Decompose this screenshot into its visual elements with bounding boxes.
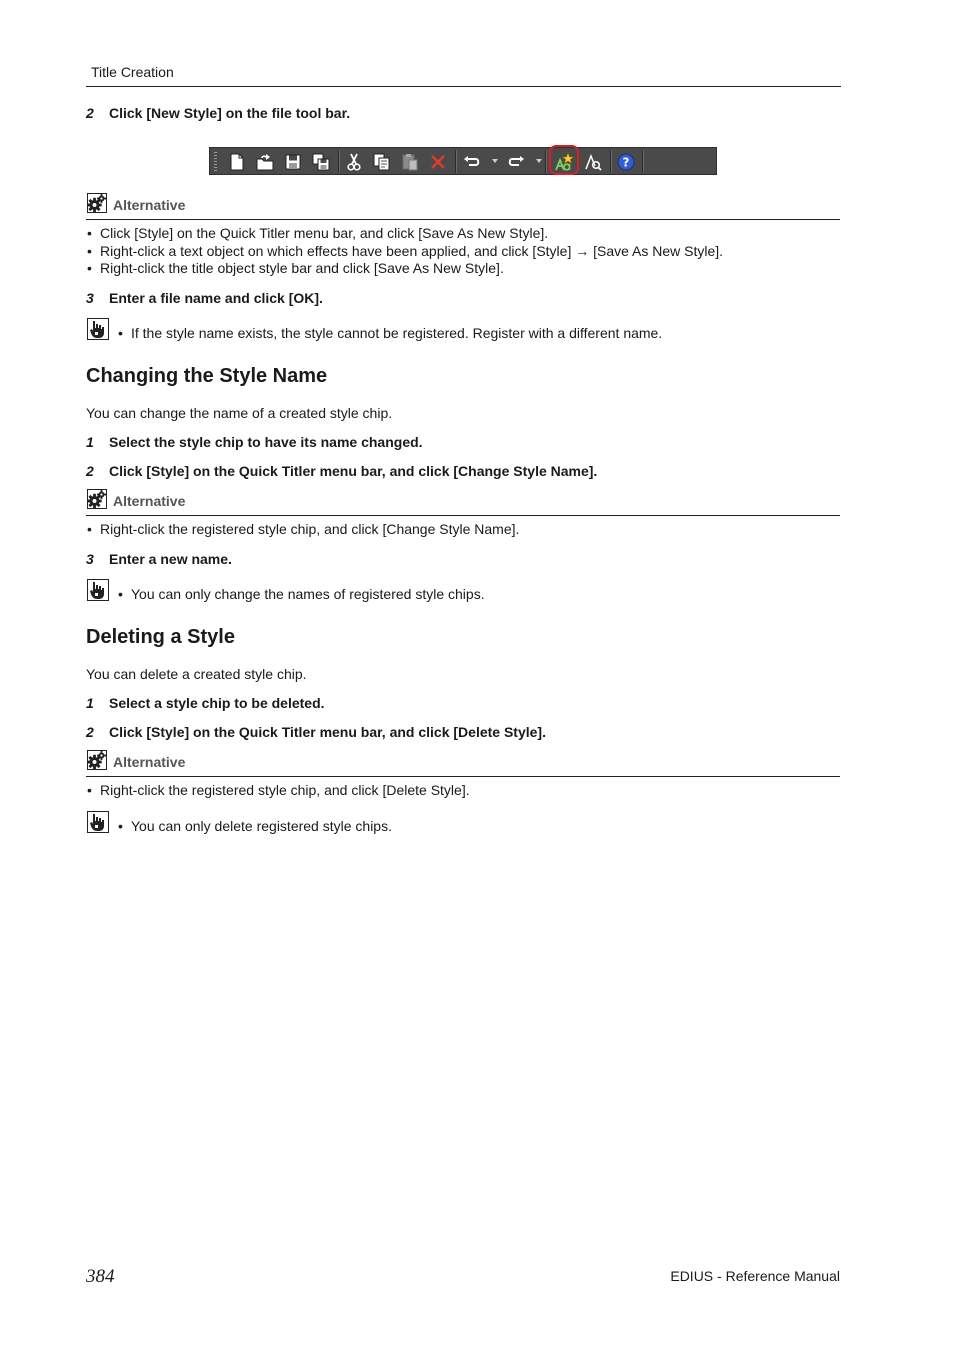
undo-icon[interactable] <box>461 151 483 172</box>
find-icon[interactable] <box>582 151 604 172</box>
note-hand-icon <box>87 579 109 601</box>
step-text: Select a style chip to be deleted. <box>109 695 325 711</box>
step-text: Select the style chip to have its name changed. <box>109 434 423 450</box>
step-number: 2 <box>86 724 94 740</box>
cut-icon[interactable] <box>343 151 365 172</box>
copy-icon[interactable] <box>371 151 393 172</box>
save-icon[interactable] <box>282 151 304 172</box>
save-as-icon[interactable] <box>310 151 332 172</box>
section-intro: You can change the name of a created style chip. <box>86 405 393 421</box>
header-rule <box>86 86 841 87</box>
note-bullet: • <box>118 325 123 341</box>
alternative-label: Alternative <box>113 493 186 509</box>
toolbar-separator <box>455 150 457 173</box>
step-text: Click [Style] on the Quick Titler menu bar, and click [Change Style Name]. <box>109 463 598 479</box>
new-file-icon[interactable] <box>226 151 248 172</box>
alternative-label: Alternative <box>113 754 186 770</box>
section-intro: You can delete a created style chip. <box>86 666 307 682</box>
section-title-change-style-name: Changing the Style Name <box>86 365 328 387</box>
list-item: • Click [Style] on the Quick Titler menu bar, and click [Save As New Style]. <box>86 225 723 243</box>
step-click-delete-style <box>86 724 546 740</box>
toolbar-separator <box>338 150 340 173</box>
delete-icon[interactable] <box>427 151 449 172</box>
note-content: You can only delete registered style chips. <box>131 818 392 834</box>
alternative-label: Alternative <box>113 197 186 213</box>
running-header: Title Creation <box>91 64 174 80</box>
step-number: 2 <box>86 463 94 479</box>
open-icon[interactable] <box>254 151 276 172</box>
step-enter-new-name <box>86 551 232 567</box>
alternative-header <box>86 489 840 516</box>
redo-dropdown-icon[interactable] <box>536 159 542 163</box>
note-content: You can only change the names of registered style chips. <box>131 586 485 602</box>
list-item: • Right-click a text object on which effects have been applied, and click [Style] → [Save As New Style]. <box>86 243 723 261</box>
note-bullet: • <box>118 818 123 834</box>
step-number: 3 <box>86 551 94 567</box>
step-text: Click [Style] on the Quick Titler menu bar, and click [Delete Style]. <box>109 724 546 740</box>
list-item: • Right-click the title object style bar and click [Save As New Style]. <box>86 260 723 278</box>
list-item: • Right-click the registered style chip, and click [Delete Style]. <box>86 782 470 800</box>
step-click-new-style <box>86 105 350 121</box>
alternative-list <box>86 225 723 278</box>
note-text <box>118 586 485 602</box>
step-number: 3 <box>86 290 94 306</box>
footer-manual-title: EDIUS - Reference Manual <box>670 1268 840 1284</box>
toolbar-separator <box>642 150 644 173</box>
step-number: 2 <box>86 105 94 121</box>
note-bullet: • <box>118 586 123 602</box>
step-text: Enter a new name. <box>109 551 232 567</box>
toolbar-grip[interactable] <box>214 152 217 171</box>
toolbar-separator <box>610 150 612 173</box>
list-item: • Right-click the registered style chip, and click [Change Style Name]. <box>86 521 519 539</box>
toolbar-separator <box>545 150 547 173</box>
step-select-style-chip <box>86 434 423 450</box>
note-text <box>118 818 392 834</box>
step-select-chip-to-delete <box>86 695 325 711</box>
file-toolbar <box>209 147 717 175</box>
step-enter-file-name <box>86 290 323 306</box>
alternative-header <box>86 750 840 777</box>
alternative-gear-icon <box>87 489 107 509</box>
section-title-delete-style: Deleting a Style <box>86 626 235 648</box>
undo-dropdown-icon[interactable] <box>492 159 498 163</box>
help-glyph: ? <box>622 155 630 169</box>
alternative-header <box>86 193 840 220</box>
new-style-highlight <box>549 145 579 175</box>
note-text <box>118 325 662 341</box>
alternative-gear-icon <box>87 750 107 770</box>
alternative-gear-icon <box>87 193 107 213</box>
step-text: Enter a file name and click [OK]. <box>109 290 323 306</box>
help-icon[interactable] <box>615 151 637 172</box>
note-content: If the style name exists, the style cannot be registered. Register with a different name. <box>131 325 663 341</box>
alternative-list <box>86 521 519 539</box>
step-number: 1 <box>86 434 94 450</box>
page-number: 384 <box>86 1266 115 1287</box>
note-hand-icon <box>87 811 109 833</box>
step-click-change-style-name <box>86 463 597 479</box>
step-text: Click [New Style] on the file tool bar. <box>109 105 351 121</box>
paste-icon[interactable] <box>399 151 421 172</box>
alternative-list <box>86 782 470 800</box>
redo-icon[interactable] <box>505 151 527 172</box>
step-number: 1 <box>86 695 94 711</box>
note-hand-icon <box>87 318 109 340</box>
